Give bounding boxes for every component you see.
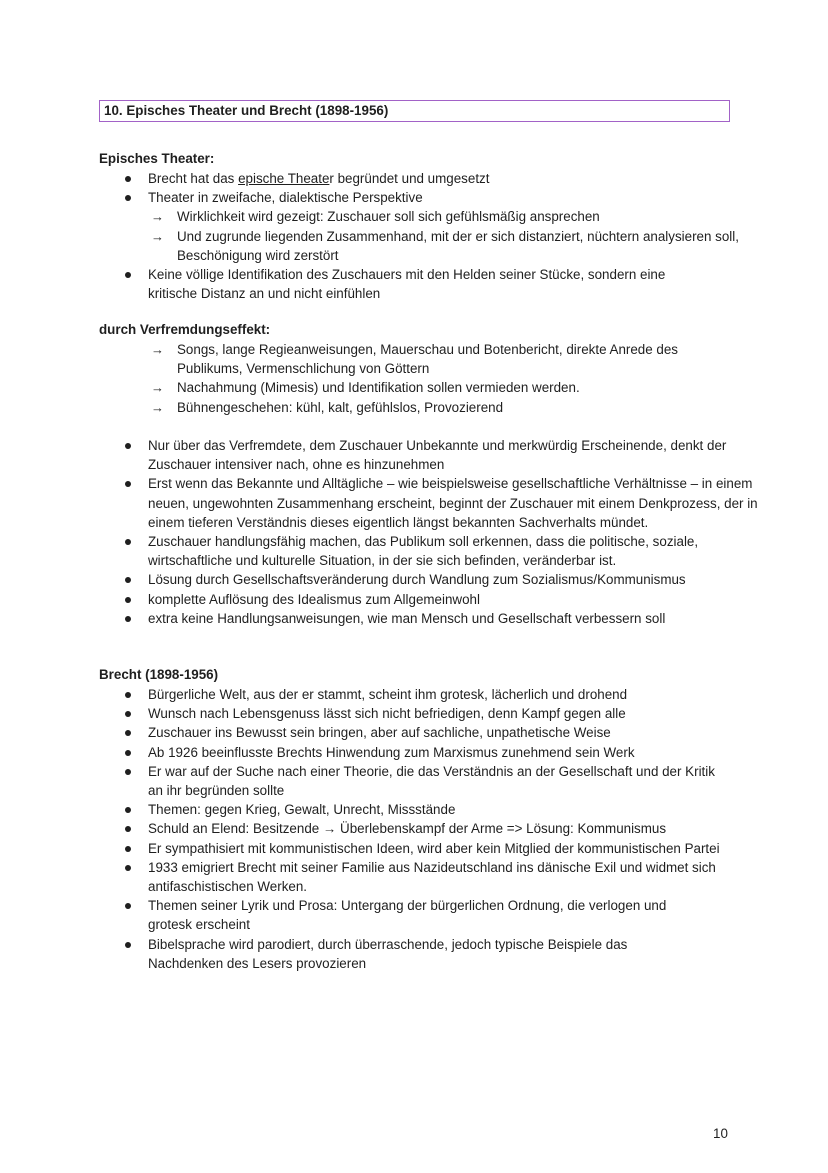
bullet-list [99, 169, 759, 303]
arrow-item: → Bühnengeschehen: kühl, kalt, gefühlslos, Provozierend [99, 398, 759, 417]
arrow-item: → Und zugrunde liegenden Zusammenhand, mit der er sich distanziert, nüchtern analysieren soll, Beschönigung wird zerstört [151, 228, 739, 263]
list-item: Erst wenn das Bekannte und Alltägliche – wie beispielsweise gesellschaftliche Verhältnisse – in einem neuen, ungewohnten Zusammenhang erscheint, beginnt der Zuschauer mit einem Denkprozess, der in einem tieferen Verständnis dieses eigentlich längst bekannten Sachverhalts mündet. [99, 474, 759, 532]
arrow-item: → Wirklichkeit wird gezeigt: Zuschauer soll sich gefühlsmäßig ansprechen [99, 207, 759, 226]
list-item: Theater in zweifache, dialektische Perspektive [99, 188, 759, 207]
page-number: 10 [713, 1126, 728, 1141]
list-item: Themen: gegen Krieg, Gewalt, Unrecht, Missstände [99, 800, 759, 819]
bullet-list [99, 685, 759, 973]
list-item: Brecht hat das epische Theater begründet und umgesetzt [99, 169, 759, 188]
section-episches-theater [99, 149, 759, 303]
arrow-item: → Songs, lange Regieanweisungen, Mauerschau und Botenbericht, direkte Anrede des Publikums, Vermenschlichung von Göttern [151, 342, 678, 377]
list-item: Er war auf der Suche nach einer Theorie, die das Verständnis an der Gesellschaft und der Kritik an ihr begründen sollte [99, 762, 759, 800]
list-item: Bibelsprache wird parodiert, durch überraschende, jedoch typische Beispiele das Nachdenken des Lesers provozieren [99, 935, 759, 973]
list-item: Bürgerliche Welt, aus der er stammt, scheint ihm grotesk, lächerlich und drohend [99, 685, 759, 704]
list-item: 1933 emigriert Brecht mit seiner Familie aus Nazideutschland ins dänische Exil und widmet sich antifaschistischen Werken. [99, 858, 759, 896]
arrow-icon: → [151, 209, 164, 225]
list-item: Schuld an Elend: Besitzende → Überlebenskampf der Arme => Lösung: Kommunismus [99, 819, 759, 838]
bullet-list [99, 436, 759, 628]
list-item: Nur über das Verfremdete, dem Zuschauer Unbekannte und merkwürdig Erscheinende, denkt der Zuschauer intensiver nach, ohne es hinzunehmen [99, 436, 759, 474]
underlined-term: epische Theate [238, 171, 330, 186]
list-item: extra keine Handlungsanweisungen, wie man Mensch und Gesellschaft verbessern soll [99, 609, 759, 628]
arrow-icon: → [151, 399, 164, 415]
list-item: Keine völlige Identifikation des Zuschauers mit den Helden seiner Stücke, sondern eine kritische Distanz an und nicht einfühlen [99, 265, 759, 303]
list-item: Zuschauer ins Bewusst sein bringen, aber auf sachliche, unpathetische Weise [99, 723, 759, 742]
chapter-title: 10. Episches Theater und Brecht (1898-1956) [99, 100, 730, 122]
section-verfremdungseffekt [99, 320, 759, 417]
section-heading: Episches Theater: [99, 151, 215, 166]
list-item: Er sympathisiert mit kommunistischen Ideen, wird aber kein Mitglied der kommunistischen Partei [99, 839, 759, 858]
section-heading: Brecht (1898-1956) [99, 667, 219, 682]
list-item: Themen seiner Lyrik und Prosa: Untergang der bürgerlichen Ordnung, die verlogen und grotesk erscheint [99, 896, 759, 934]
list-item: Zuschauer handlungsfähig machen, das Publikum soll erkennen, dass die politische, soziale, wirtschaftliche und kulturelle Situation, in der sie sich befinden, veränderbar ist. [99, 532, 759, 570]
section-brecht [99, 665, 759, 973]
list-item: Wunsch nach Lebensgenuss lässt sich nicht befriedigen, denn Kampf gegen alle [99, 704, 759, 723]
section-heading: durch Verfremdungseffekt: [99, 322, 271, 337]
section-verfremdung-points [99, 436, 759, 628]
list-item: Lösung durch Gesellschaftsveränderung durch Wandlung zum Sozialismus/Kommunismus [99, 570, 759, 589]
arrow-icon: → [151, 228, 164, 244]
arrow-list [99, 340, 759, 417]
list-item: komplette Auflösung des Idealismus zum Allgemeinwohl [99, 590, 759, 609]
arrow-item: → Nachahmung (Mimesis) und Identifikation sollen vermieden werden. [99, 378, 759, 397]
arrow-icon: → [151, 380, 164, 396]
list-item: Ab 1926 beeinflusste Brechts Hinwendung zum Marxismus zunehmend sein Werk [99, 743, 759, 762]
arrow-icon: → [151, 342, 164, 357]
